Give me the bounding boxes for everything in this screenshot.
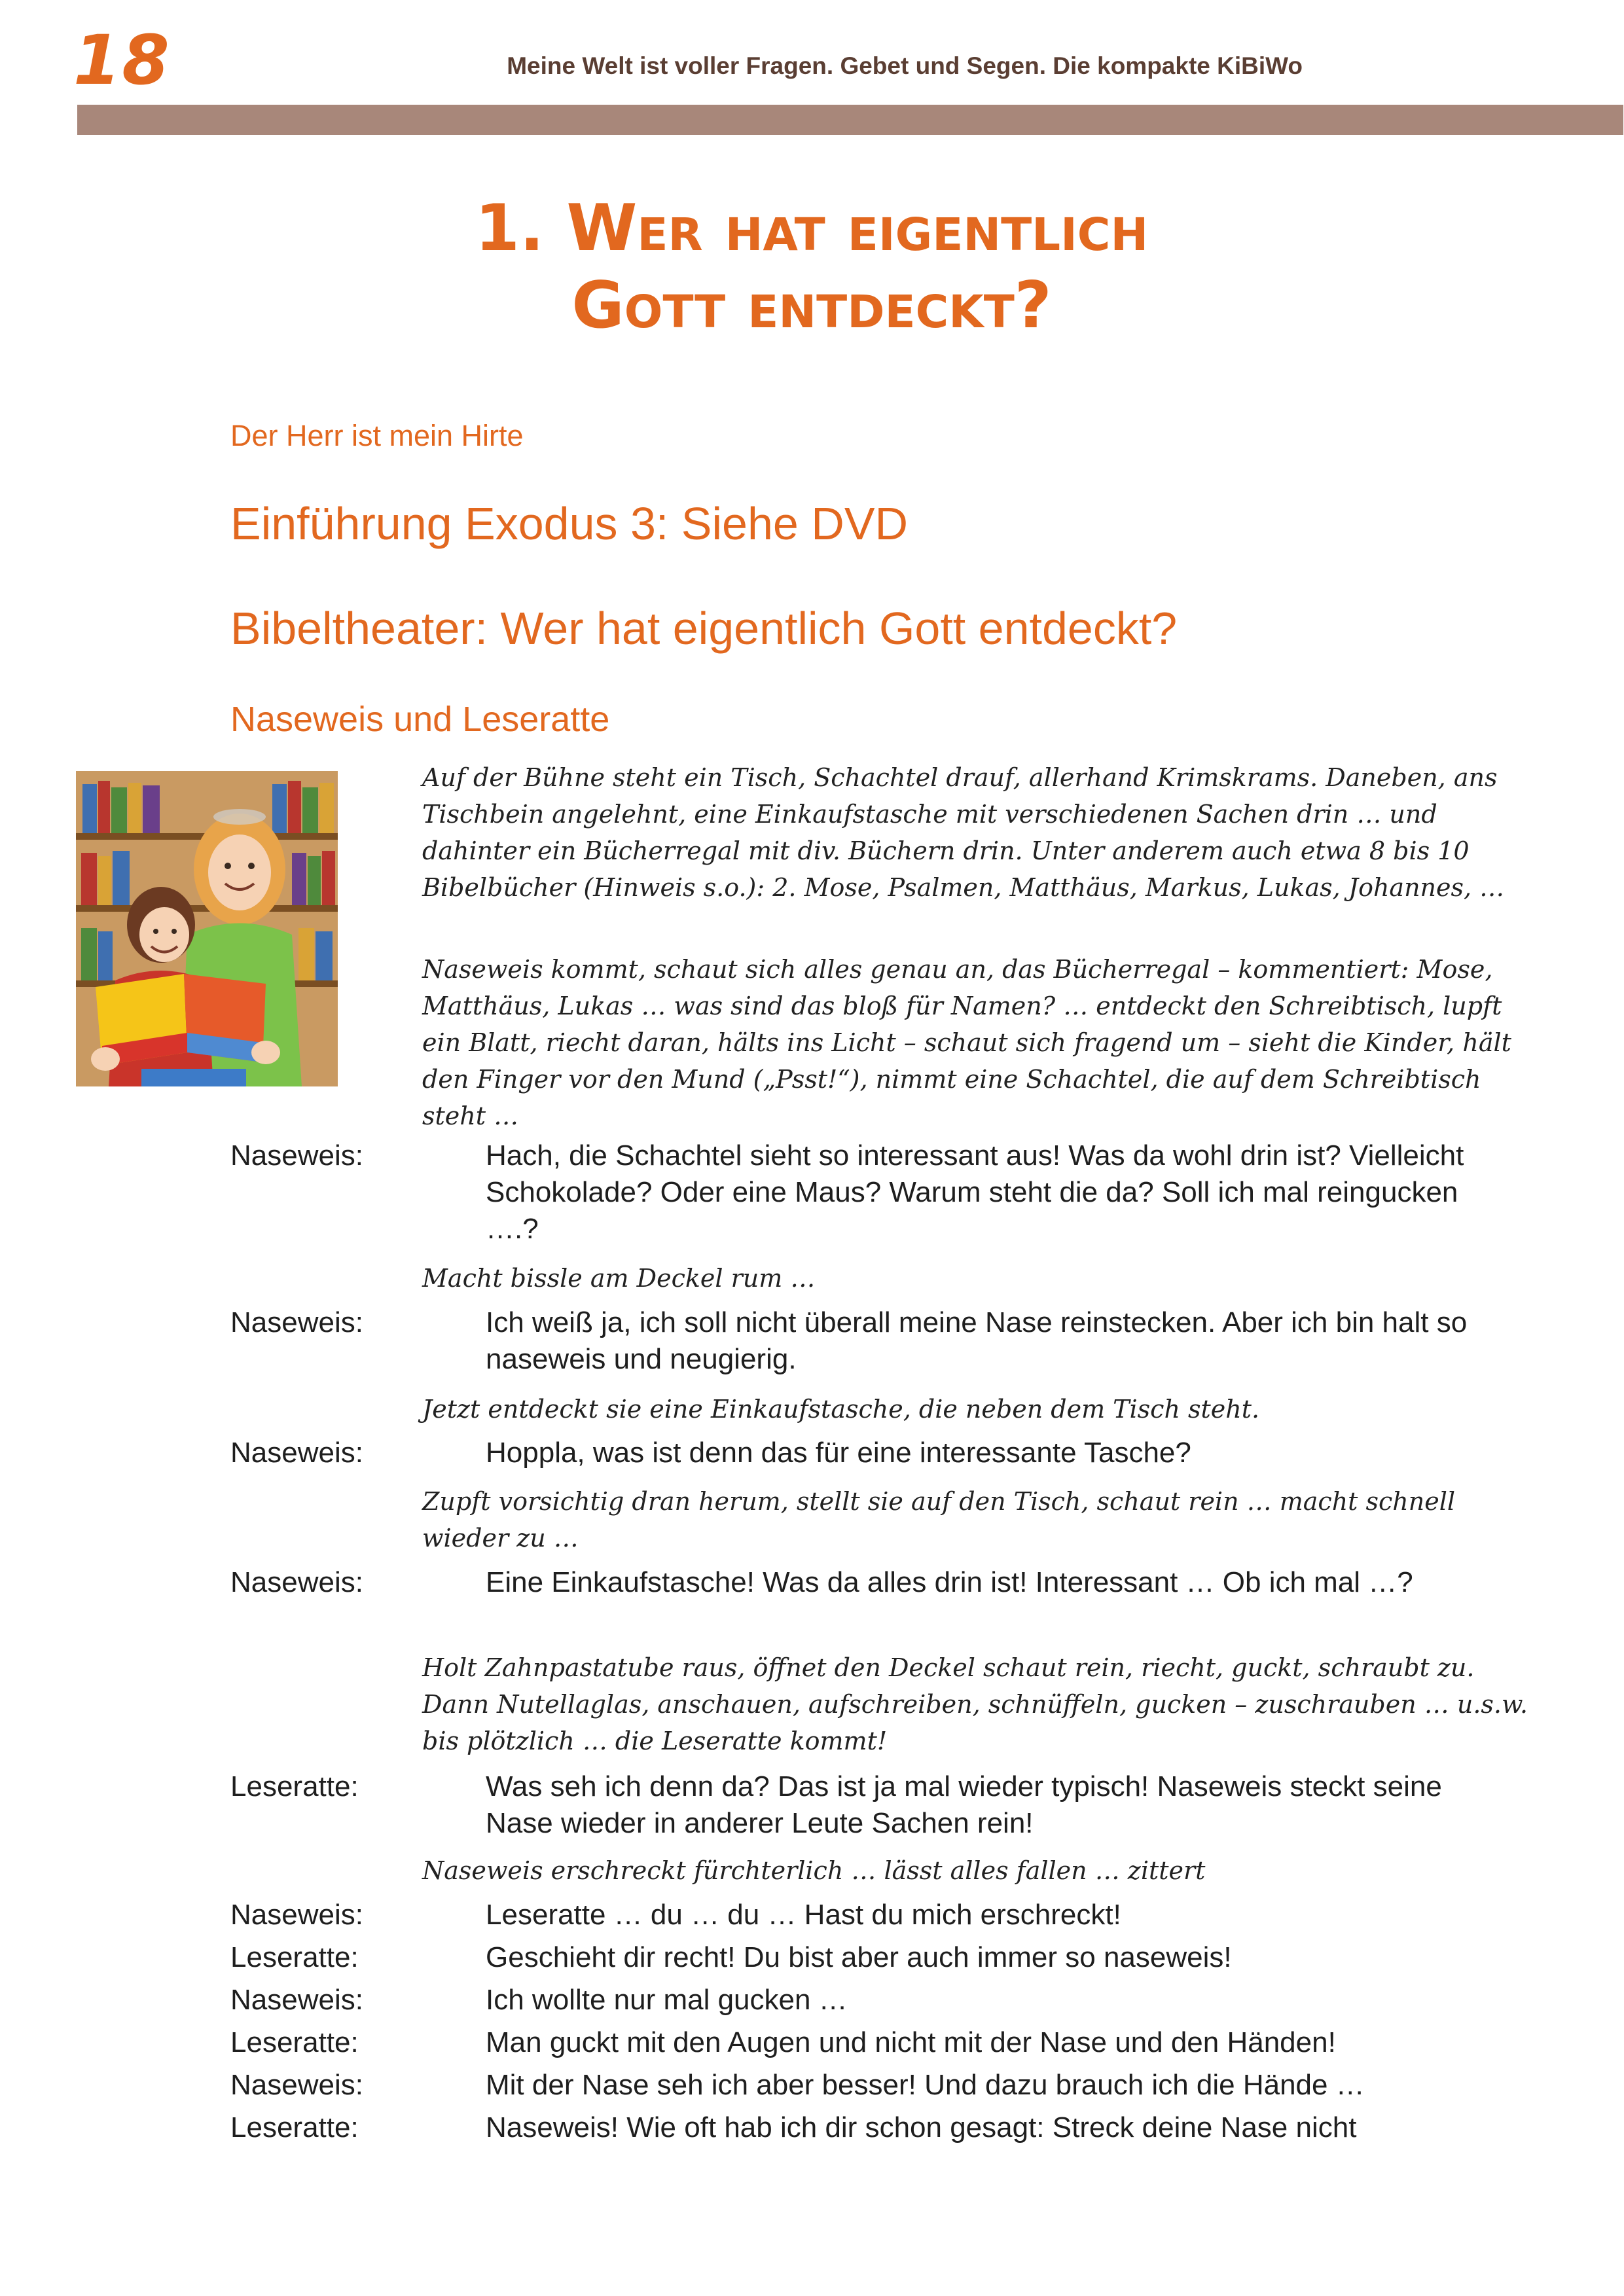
speaker-label: Naseweis: [230, 1899, 363, 1931]
illustration-girl-and-child-reading-book [76, 771, 338, 1086]
stage-direction: Macht bissle am Deckel rum … [422, 1264, 816, 1293]
stage-direction: Naseweis kommt, schaut sich alles genau an, das Bücherregal – kommentiert: Mose, Matthäus, Lukas … was sind das bloß für Namen? … entdeckt den Schreibtisch, lupft ein Blatt, riecht daran, hälts ins Licht – schaut sich fragend um – sieht die Kinder, hält den Finger vor den Mund („Psst!“), nimmt eine Schachtel, die auf dem Schreibtisch steht … [422, 955, 1511, 1130]
chapter-title-line-2: Gott entdeckt? [571, 268, 1052, 343]
speaker-label: Leseratte: [230, 2111, 359, 2144]
stage-direction: Jetzt entdeckt sie eine Einkaufstasche, die neben dem Tisch steht. [422, 1395, 1260, 1424]
speaker-label: Naseweis: [230, 1566, 363, 1598]
stage-direction: Zupft vorsichtig dran herum, stellt sie auf den Tisch, schaut rein … macht schnell wieder zu … [422, 1487, 1456, 1552]
speaker-label: Naseweis: [230, 2069, 363, 2101]
speaker-label: Leseratte: [230, 1941, 359, 1973]
chapter-title [196, 190, 1427, 344]
speaker-label: Naseweis: [230, 1437, 363, 1469]
stage-direction: Naseweis erschreckt fürchterlich … lässt alles fallen … zittert [422, 1856, 1206, 1885]
page-number: 18 [73, 20, 171, 100]
dialogue-line: Was seh ich denn da? Das ist ja mal wieder typisch! Naseweis steckt seine Nase wieder in anderer Leute Sachen rein! [486, 1770, 1442, 1839]
speaker-label: Leseratte: [230, 1770, 359, 1803]
dialogue-line: Eine Einkaufstasche! Was da alles drin ist! Interessant … Ob ich mal …? [486, 1566, 1413, 1598]
heading-intro: Einführung Exodus 3: Siehe DVD [230, 498, 909, 549]
stage-direction: Holt Zahnpastatube raus, öffnet den Deckel schaut rein, riecht, guckt, schraubt zu. Dann Nutellaglas, anschauen, aufschreiben, schnüffeln, gucken – zuschrauben … u.s.w. bis plötzlich … die Leseratte kommt! [422, 1653, 1528, 1755]
dialogue-line: Mit der Nase seh ich aber besser! Und dazu brauch ich die Hände … [486, 2069, 1365, 2101]
header-rule [77, 105, 1623, 135]
dialogue-line: Naseweis! Wie oft hab ich dir schon gesagt: Streck deine Nase nicht [486, 2111, 1357, 2144]
speaker-label: Leseratte: [230, 2026, 359, 2058]
running-header: Meine Welt ist voller Fragen. Gebet und Segen. Die kompakte KiBiWo [507, 52, 1303, 79]
speaker-label: Naseweis: [230, 1306, 363, 1338]
dialogue-line: Ich wollte nur mal gucken … [486, 1984, 848, 2016]
dialogue-line: Hach, die Schachtel sieht so interessant aus! Was da wohl drin ist? Vielleicht Schokolade? Oder eine Maus? Warum steht die da? Soll ich mal reingucken ….? [486, 1139, 1464, 1245]
heading-bible-theater: Bibeltheater: Wer hat eigentlich Gott entdeckt? [230, 603, 1178, 654]
dialogue-line: Geschieht dir recht! Du bist aber auch immer so naseweis! [486, 1941, 1232, 1973]
speaker-label: Naseweis: [230, 1139, 363, 1172]
stage-direction: Auf der Bühne steht ein Tisch, Schachtel drauf, allerhand Krimskrams. Daneben, ans Tischbein angelehnt, eine Einkaufstasche mit verschiedenen Sachen drin … und dahinter ein Bücherregal mit div. Büchern drin. Unter anderem auch etwa 8 bis 10 Bibelbücher (Hinweis s.o.): 2. Mose, Psalmen, Matthäus, Markus, Lukas, Johannes, … [422, 763, 1505, 902]
heading-characters: Naseweis und Leseratte [230, 700, 610, 739]
dialogue-line: Leseratte … du … du … Hast du mich erschreckt! [486, 1899, 1121, 1931]
dialogue-line: Ich weiß ja, ich soll nicht überall meine Nase reinstecken. Aber ich bin halt so naseweis und neugierig. [486, 1306, 1468, 1375]
section-subtitle: Der Herr ist mein Hirte [230, 419, 524, 452]
speaker-label: Naseweis: [230, 1984, 363, 2016]
dialogue-line: Man guckt mit den Augen und nicht mit der Nase und den Händen! [486, 2026, 1336, 2058]
chapter-title-line-1: 1. Wer hat eigentlich [475, 191, 1149, 266]
dialogue-line: Hoppla, was ist denn das für eine interessante Tasche? [486, 1437, 1191, 1469]
